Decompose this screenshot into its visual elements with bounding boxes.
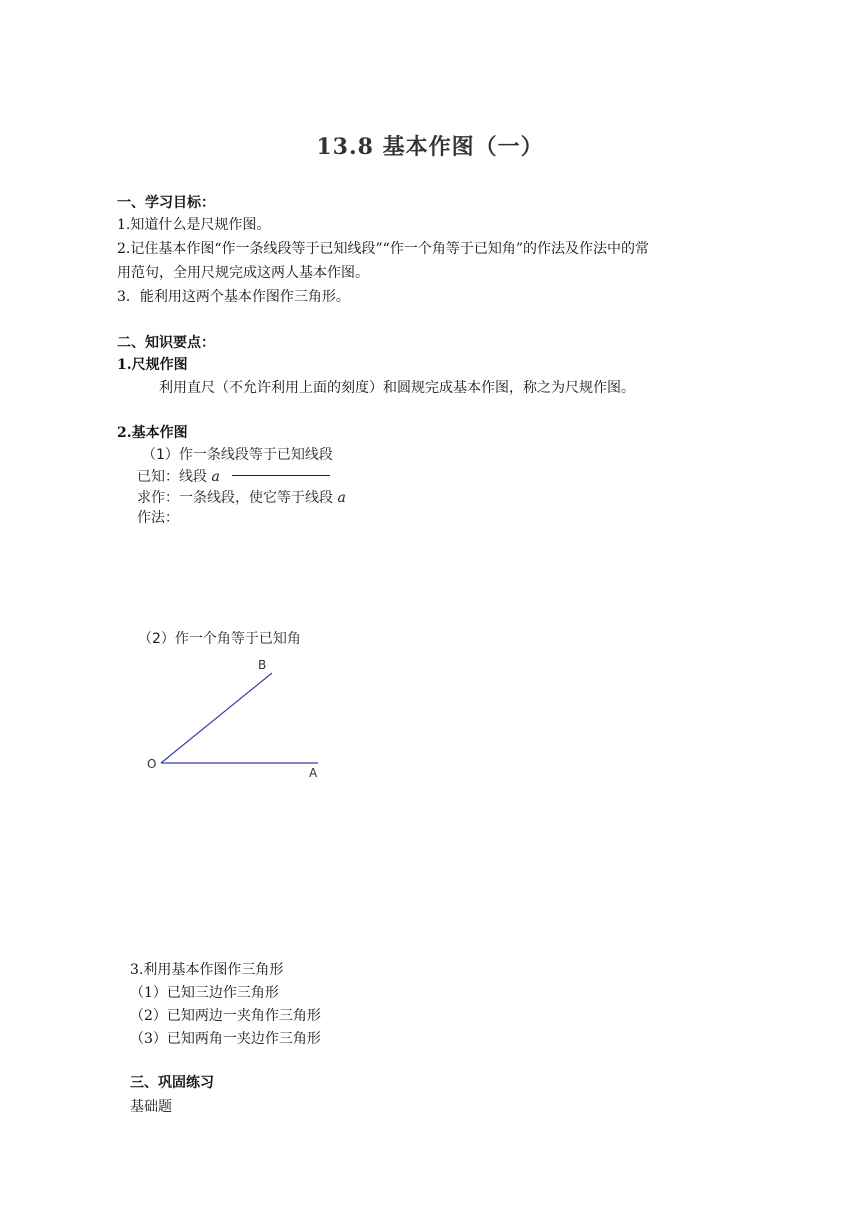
task2-title: （2）作一个角等于已知角 <box>138 631 301 647</box>
objective-item: 2.记住基本作图“作一条线段等于已知线段”“作一个角等于已知角”的作法及作法中的常 <box>117 241 649 257</box>
triangle-method-item: （1）已知三边作三角形 <box>130 985 279 1001</box>
objective-item: 1.知道什么是尺规作图。 <box>117 217 271 233</box>
basic-exercises-label: 基础题 <box>130 1099 172 1115</box>
section2-heading: 二、知识要点： <box>117 335 215 351</box>
task1-title: （1）作一条线段等于已知线段 <box>142 447 333 463</box>
subsection-basic-construction-title: 2.基本作图 <box>117 425 188 441</box>
task1-method: 作法： <box>137 510 179 526</box>
segment-a-label: a <box>337 490 346 506</box>
point-b-label: B <box>258 658 267 672</box>
section1-heading: 一、学习目标： <box>117 195 215 211</box>
page-title: 13.8 基本作图（一） <box>316 134 544 160</box>
objective-item: 用范句，全用尺规完成这两人基本作图。 <box>117 265 369 281</box>
triangle-method-item: （3）已知两角一夹边作三角形 <box>130 1031 321 1047</box>
subsection-triangle-title: 3.利用基本作图作三角形 <box>130 962 284 978</box>
ruler-compass-definition: 利用直尺（不允许利用上面的刻度）和圆规完成基本作图，称之为尺规作图。 <box>159 380 635 396</box>
subsection-ruler-compass-title: 1.尺规作图 <box>117 357 188 373</box>
segment-a-label: a <box>211 469 220 485</box>
triangle-method-item: （2）已知两边一夹角作三角形 <box>130 1008 321 1024</box>
point-a-label: A <box>309 766 318 780</box>
task1-goal-prefix: 求作：一条线段，使它等于线段 <box>137 490 333 506</box>
task1-known-prefix: 已知：线段 <box>137 469 207 485</box>
point-o-label: O <box>147 757 157 771</box>
objective-item: 3．能利用这两个基本作图作三角形。 <box>117 289 350 305</box>
ray-ob <box>161 673 272 763</box>
section3-heading: 三、巩固练习 <box>130 1075 214 1091</box>
